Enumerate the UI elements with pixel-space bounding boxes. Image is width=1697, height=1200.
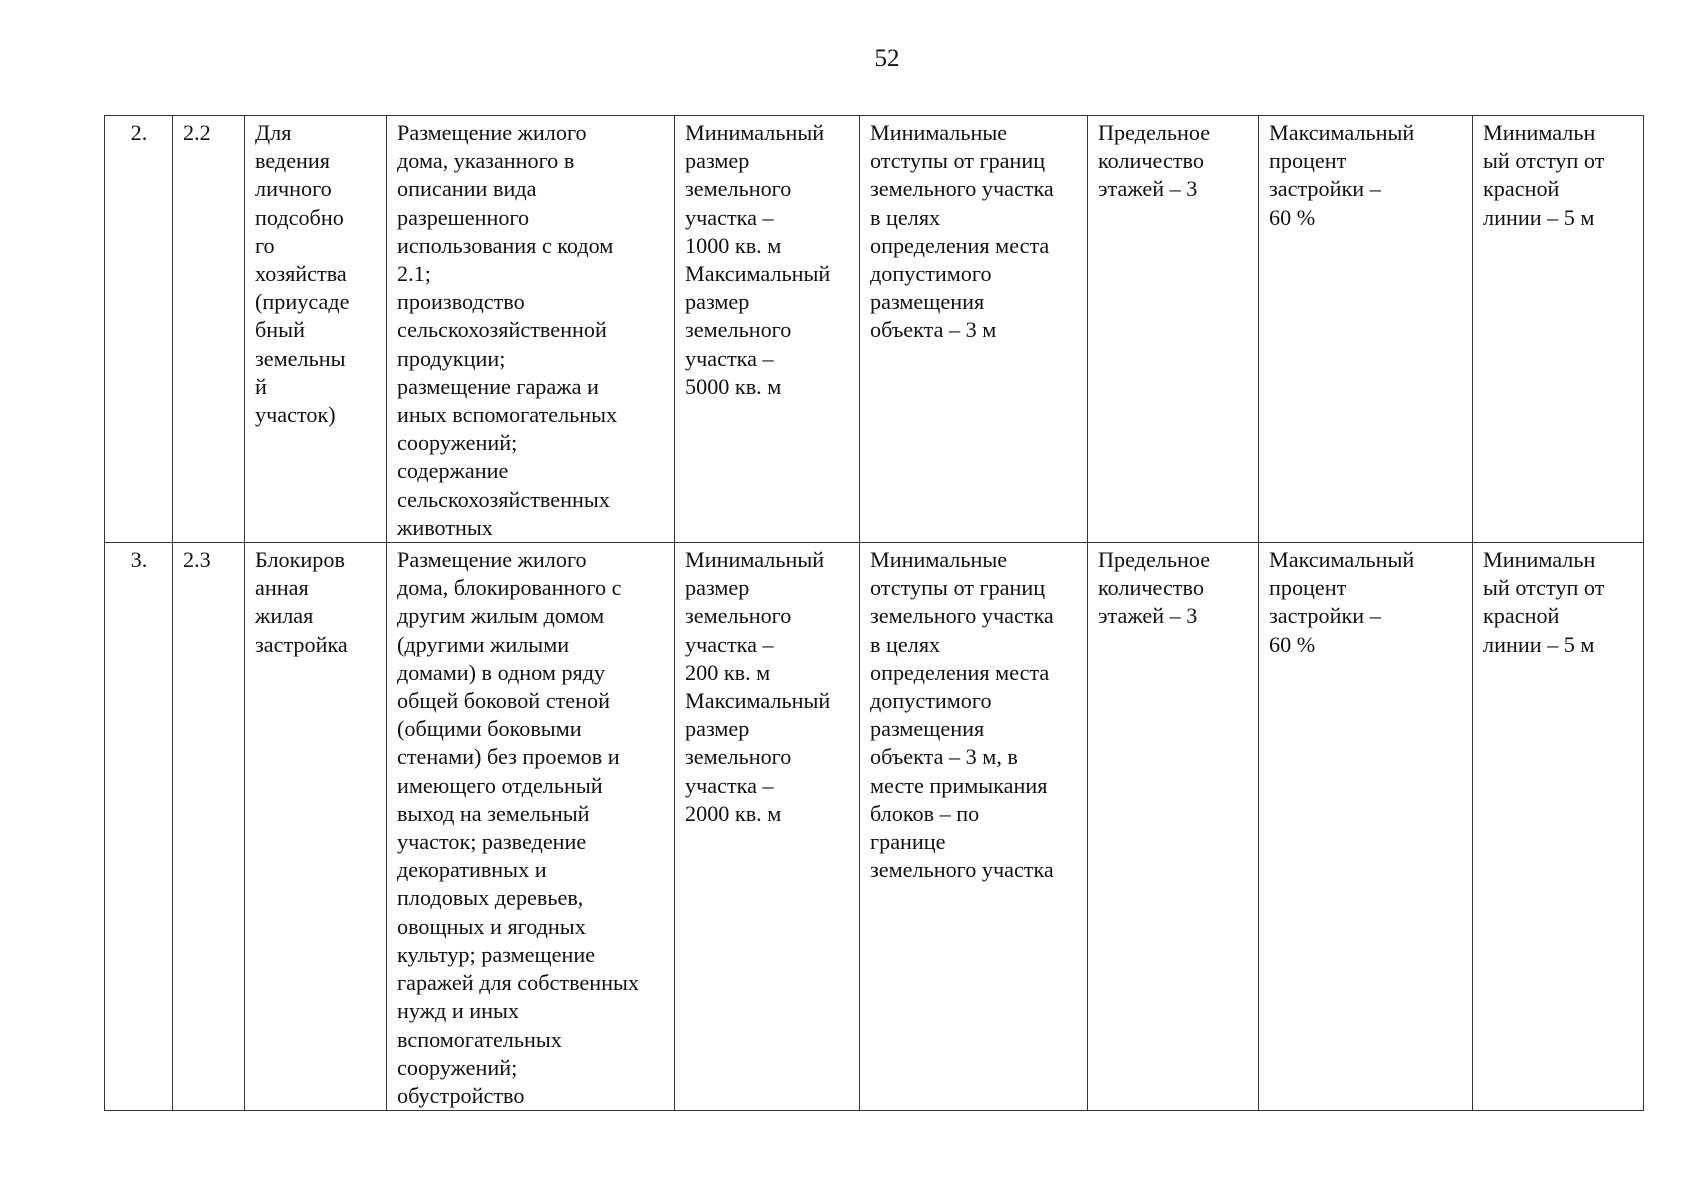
cell-text-line: размещения — [870, 716, 985, 742]
cell-text-line: объекта – 3 м, в — [870, 744, 1018, 770]
cell-text-line: участка – — [685, 204, 774, 230]
cell-text-line: Предельное — [1098, 547, 1211, 573]
cell-text-line: допустимого — [870, 261, 992, 287]
cell-text-line: 2000 кв. м — [685, 800, 782, 826]
cell-text-line: определения места — [870, 232, 1050, 258]
cell-text-line: размер — [685, 289, 750, 315]
plot-size-cell — [675, 543, 860, 1111]
cell-text-line: размер — [685, 148, 750, 174]
cell-text-line: блоков – по — [870, 800, 980, 826]
cell-text-line: бный — [255, 317, 305, 343]
cell-text-line: линии – 5 м — [1483, 631, 1595, 657]
cell-text-line: описании вида — [397, 176, 537, 202]
cell-text-line: размер — [685, 575, 750, 601]
cell-text-line: отступы от границ — [870, 575, 1046, 601]
cell-text-line: 2.3 — [183, 547, 211, 573]
cell-text-line: дома, блокированного с — [397, 575, 622, 601]
cell-text-line: красной — [1483, 603, 1560, 629]
cell-text-line: участок) — [255, 402, 336, 428]
use-description-cell — [387, 543, 675, 1111]
cell-text-line: участок; разведение — [397, 829, 587, 855]
cell-text-line: застройка — [255, 631, 348, 657]
table-row — [105, 116, 1644, 543]
cell-text-line: размещения — [870, 289, 985, 315]
red-line-setback-cell — [1473, 543, 1644, 1111]
cell-text-line: жилая — [255, 603, 314, 629]
cell-text-line: размещение гаража и — [397, 373, 599, 399]
cell-text-line: земельны — [255, 345, 346, 371]
cell-text-line: земельного — [685, 744, 792, 770]
red-line-setback-cell — [1473, 116, 1644, 543]
cell-text-line: разрешенного — [397, 204, 530, 230]
cell-text-line: (другими жилыми — [397, 631, 570, 657]
cell-text-line: линии – 5 м — [1483, 204, 1595, 230]
cell-text-line: Блокиров — [255, 547, 345, 573]
cell-text-line: границе — [870, 829, 946, 855]
cell-text-line: го — [255, 232, 275, 258]
cell-text-line: Максимальный — [685, 688, 831, 714]
use-name-cell — [245, 116, 387, 543]
cell-text-line: Предельное — [1098, 120, 1211, 145]
cell-text-line: производство — [397, 289, 525, 315]
cell-text-line: обустройство — [397, 1082, 525, 1108]
cell-text-line: дома, указанного в — [397, 148, 575, 174]
cell-text-line: (приусаде — [255, 289, 350, 315]
floors-cell — [1088, 543, 1259, 1111]
cell-text-line: отступы от границ — [870, 148, 1046, 174]
row-number-cell — [105, 116, 173, 543]
cell-text-line: процент — [1269, 148, 1347, 174]
cell-text-line: ведения — [255, 148, 330, 174]
cell-text-line: участка – — [685, 345, 774, 371]
table-row — [105, 543, 1644, 1111]
cell-text-line: участка – — [685, 772, 774, 798]
cell-text-line: процент — [1269, 575, 1347, 601]
cell-text-line: сооружений; — [397, 1054, 518, 1080]
cell-text-line: Для — [255, 120, 292, 145]
cell-text-line: месте примыкания — [870, 772, 1048, 798]
cell-text-line: Максимальный — [1269, 547, 1415, 573]
cell-text-line: сооружений; — [397, 430, 518, 456]
cell-text-line: в целях — [870, 204, 941, 230]
cell-text-line: Максимальный — [1269, 120, 1415, 145]
cell-text-line: 5000 кв. м — [685, 373, 782, 399]
cell-text-line: культур; размещение — [397, 941, 596, 967]
cell-text-line: допустимого — [870, 688, 992, 714]
floors-cell — [1088, 116, 1259, 543]
cell-text-line: вспомогательных — [397, 1026, 562, 1052]
cell-text-line: Размещение жилого — [397, 547, 587, 573]
use-code-cell — [173, 116, 245, 543]
cell-text-line: определения места — [870, 659, 1050, 685]
cell-text-line: этажей – 3 — [1098, 176, 1198, 202]
cell-text-line: й — [255, 373, 267, 399]
cell-text-line: овощных и ягодных — [397, 913, 586, 939]
cell-text-line: нужд и иных — [397, 998, 520, 1024]
cell-text-line: Минимальный — [685, 547, 825, 573]
cell-text-line: размер — [685, 716, 750, 742]
cell-text-line: Минимальный — [685, 120, 825, 145]
cell-text-line: участка – — [685, 631, 774, 657]
cell-text-line: 60 % — [1269, 204, 1316, 230]
cell-text-line: Минимальные — [870, 120, 1008, 145]
cell-text-line: красной — [1483, 176, 1560, 202]
cell-text-line: 3. — [130, 547, 148, 573]
cell-text-line: 200 кв. м — [685, 659, 771, 685]
cell-text-line: стенами) без проемов и — [397, 744, 620, 770]
cell-text-line: продукции; — [397, 345, 506, 371]
cell-text-line: Минимальные — [870, 547, 1008, 573]
cell-text-line: 2.2 — [183, 120, 211, 145]
cell-text-line: (общими боковыми — [397, 716, 582, 742]
cell-text-line: земельного участка — [870, 603, 1054, 629]
cell-text-line: земельного — [685, 176, 792, 202]
cell-text-line: подсобно — [255, 204, 344, 230]
cell-text-line: выход на земельный — [397, 800, 590, 826]
cell-text-line: сельскохозяйственной — [397, 317, 607, 343]
cell-text-line: количество — [1098, 575, 1204, 601]
plot-size-cell — [675, 116, 860, 543]
page-number: 52 — [874, 45, 900, 72]
cell-text-line: в целях — [870, 631, 941, 657]
cell-text-line: домами) в одном ряду — [397, 659, 606, 685]
zoning-regulations-table — [104, 115, 1644, 1111]
cell-text-line: гаражей для собственных — [397, 970, 640, 996]
use-description-cell — [387, 116, 675, 543]
cell-text-line: Максимальный — [685, 261, 831, 287]
cell-text-line: другим жилым домом — [397, 603, 605, 629]
cell-text-line: иных вспомогательных — [397, 402, 618, 428]
cell-text-line: объекта – 3 м — [870, 317, 997, 343]
setback-cell — [860, 543, 1088, 1111]
cell-text-line: 2. — [130, 120, 148, 145]
cell-text-line: плодовых деревьев, — [397, 885, 584, 911]
cell-text-line: земельного — [685, 603, 792, 629]
coverage-cell — [1259, 543, 1473, 1111]
cell-text-line: 2.1; — [397, 261, 431, 287]
cell-text-line: Минимальн — [1483, 120, 1596, 145]
cell-text-line: Размещение жилого — [397, 120, 587, 145]
row-number-cell — [105, 543, 173, 1111]
cell-text-line: застройки – — [1269, 176, 1381, 202]
coverage-cell — [1259, 116, 1473, 543]
cell-text-line: сельскохозяйственных — [397, 486, 610, 512]
cell-text-line: использования с кодом — [397, 232, 614, 258]
cell-text-line: хозяйства — [255, 261, 347, 287]
cell-text-line: животных — [397, 514, 493, 540]
use-name-cell — [245, 543, 387, 1111]
cell-text-line: анная — [255, 575, 309, 601]
cell-text-line: общей боковой стеной — [397, 688, 610, 714]
cell-text-line: Минимальн — [1483, 547, 1596, 573]
cell-text-line: ый отступ от — [1483, 575, 1605, 601]
cell-text-line: личного — [255, 176, 332, 202]
cell-text-line: количество — [1098, 148, 1204, 174]
cell-text-line: содержание — [397, 458, 509, 484]
setback-cell — [860, 116, 1088, 543]
cell-text-line: 1000 кв. м — [685, 232, 782, 258]
use-code-cell — [173, 543, 245, 1111]
cell-text-line: земельного участка — [870, 176, 1054, 202]
cell-text-line: застройки – — [1269, 603, 1381, 629]
cell-text-line: 60 % — [1269, 631, 1316, 657]
cell-text-line: этажей – 3 — [1098, 603, 1198, 629]
cell-text-line: ый отступ от — [1483, 148, 1605, 174]
cell-text-line: декоративных и — [397, 857, 547, 883]
cell-text-line: имеющего отдельный — [397, 772, 603, 798]
cell-text-line: земельного участка — [870, 857, 1054, 883]
cell-text-line: земельного — [685, 317, 792, 343]
